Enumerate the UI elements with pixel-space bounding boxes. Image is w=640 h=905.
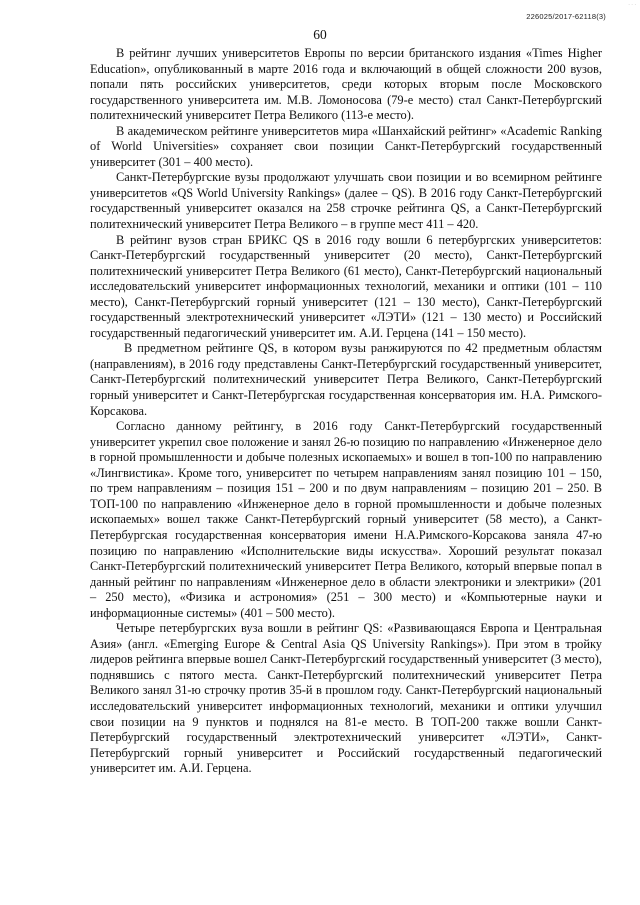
paragraph-qs-world-ranking: Санкт-Петербургские вузы продолжают улучшать свои позиции и во всемирном рейтинге университетов «QS World University Rankings» (далее – QS). В 2016 году Санкт-Петербургский государственный университет оказался на 258 строчке рейтинга QS, а Санкт-Петербургский политехнический университет Петра Великого – в группе мест 411 – 420. <box>90 170 602 232</box>
document-number: 226025/2017-62118(3) <box>526 12 606 21</box>
paragraph-qs-subject-ranking: В предметном рейтинге QS, в котором вузы ранжируются по 42 предметным областям (направлениям), в 2016 году представлены Санкт-Петербургский государственный университет, Санкт-Петербургский политехнический университет Петра Великого, Санкт-Петербургский горный университет и Санкт-Петербургская государственная консерватория им. Н.А. Римского-Корсакова. <box>90 341 602 418</box>
page-number: 60 <box>313 27 327 42</box>
paragraph-emerging-europe-ranking: Четыре петербургских вуза вошли в рейтинг QS: «Развивающаяся Европа и Центральная Азия» (англ. «Emerging Europe & Central Asia QS University Rankings»). При этом в тройку лидеров рейтинга впервые вошел Санкт-Петербургский государственный университет (3 место), поднявшись с пятого места. Санкт-Петербургский политехнический университет Петра Великого занял 31-ю строчку против 35-й в прошлом году. Санкт-Петербургский национальный исследовательский университет информационных технологий, механики и оптики улучшил свои позиции на 9 пунктов и поднялся на 81-е место. В ТОП-200 также вошли Санкт-Петербургский государственный электротехнический университет «ЛЭТИ», Санкт-Петербургский горный университет и Российский государственный педагогический университет им. А.И. Герцена. <box>90 621 602 776</box>
paragraph-shanghai-ranking: В академическом рейтинге университетов мира «Шанхайский рейтинг» «Academic Ranking of World Universities» сохраняет свои позиции Санкт-Петербургский государственный университет (301 – 400 место). <box>90 123 602 169</box>
paragraph-brics-ranking: В рейтинг вузов стран БРИКС QS в 2016 году вошли 6 петербургских университетов: Санкт-Петербургский государственный университет (20 место), Санкт-Петербургский политехнический университет Петра Великого (61 место), Санкт-Петербургский национальный исследовательский университет информационных технологий, механики и оптики (101 – 110 место), Санкт-Петербургский горный университет (121 – 130 место), Санкт-Петербургский государственный электротехнический университет «ЛЭТИ» (121 – 130 место) и Российский государственный педагогический университет им. А.И. Герцена (141 – 150 место). <box>90 232 602 340</box>
document-body <box>90 46 602 777</box>
scan-corner-mark: · · · <box>628 2 636 8</box>
paragraph-subject-ranking-results: Согласно данному рейтингу, в 2016 году Санкт-Петербургский государственный университет укрепил свое положение и занял 26-ю позицию по направлению «Инженерное дело в горной промышленности и добыче полезных ископаемых» и вошел в топ-100 по направлению «Лингвистика». Кроме того, университет по четырем направлениям занял позицию 101 – 150, по трем направлениям – позиция 151 – 200 и по двум направлениям – позицию 201 – 250. В ТОП-100 по направлению «Инженерное дело в горной промышленности и добыче полезных ископаемых» вошел также Санкт-Петербургский горный университет (58 место), а Санкт-Петербургская государственная консерватория имени Н.А.Римского-Корсакова заняла 47-ю позицию по направлению «Исполнительские виды искусства». Хороший результат показал Санкт-Петербургский политехнический университет Петра Великого, который впервые попал в данный рейтинг по направлениям «Инженерное дело в области электроники и электрики» (201 – 250 место), «Физика и астрономия» (251 – 300 место) и «Компьютерные науки и информационные системы» (401 – 500 место). <box>90 419 602 620</box>
paragraph-times-higher-education: В рейтинг лучших университетов Европы по версии британского издания «Times Higher Education», опубликованный в марте 2016 года и включающий в общей сложности 200 вузов, попали пять российских университетов, среди которых вторым после Московского государственного университета им. М.В. Ломоносова (79-е место) стал Санкт-Петербургский политехнический университет Петра Великого (113-е место). <box>90 46 602 123</box>
